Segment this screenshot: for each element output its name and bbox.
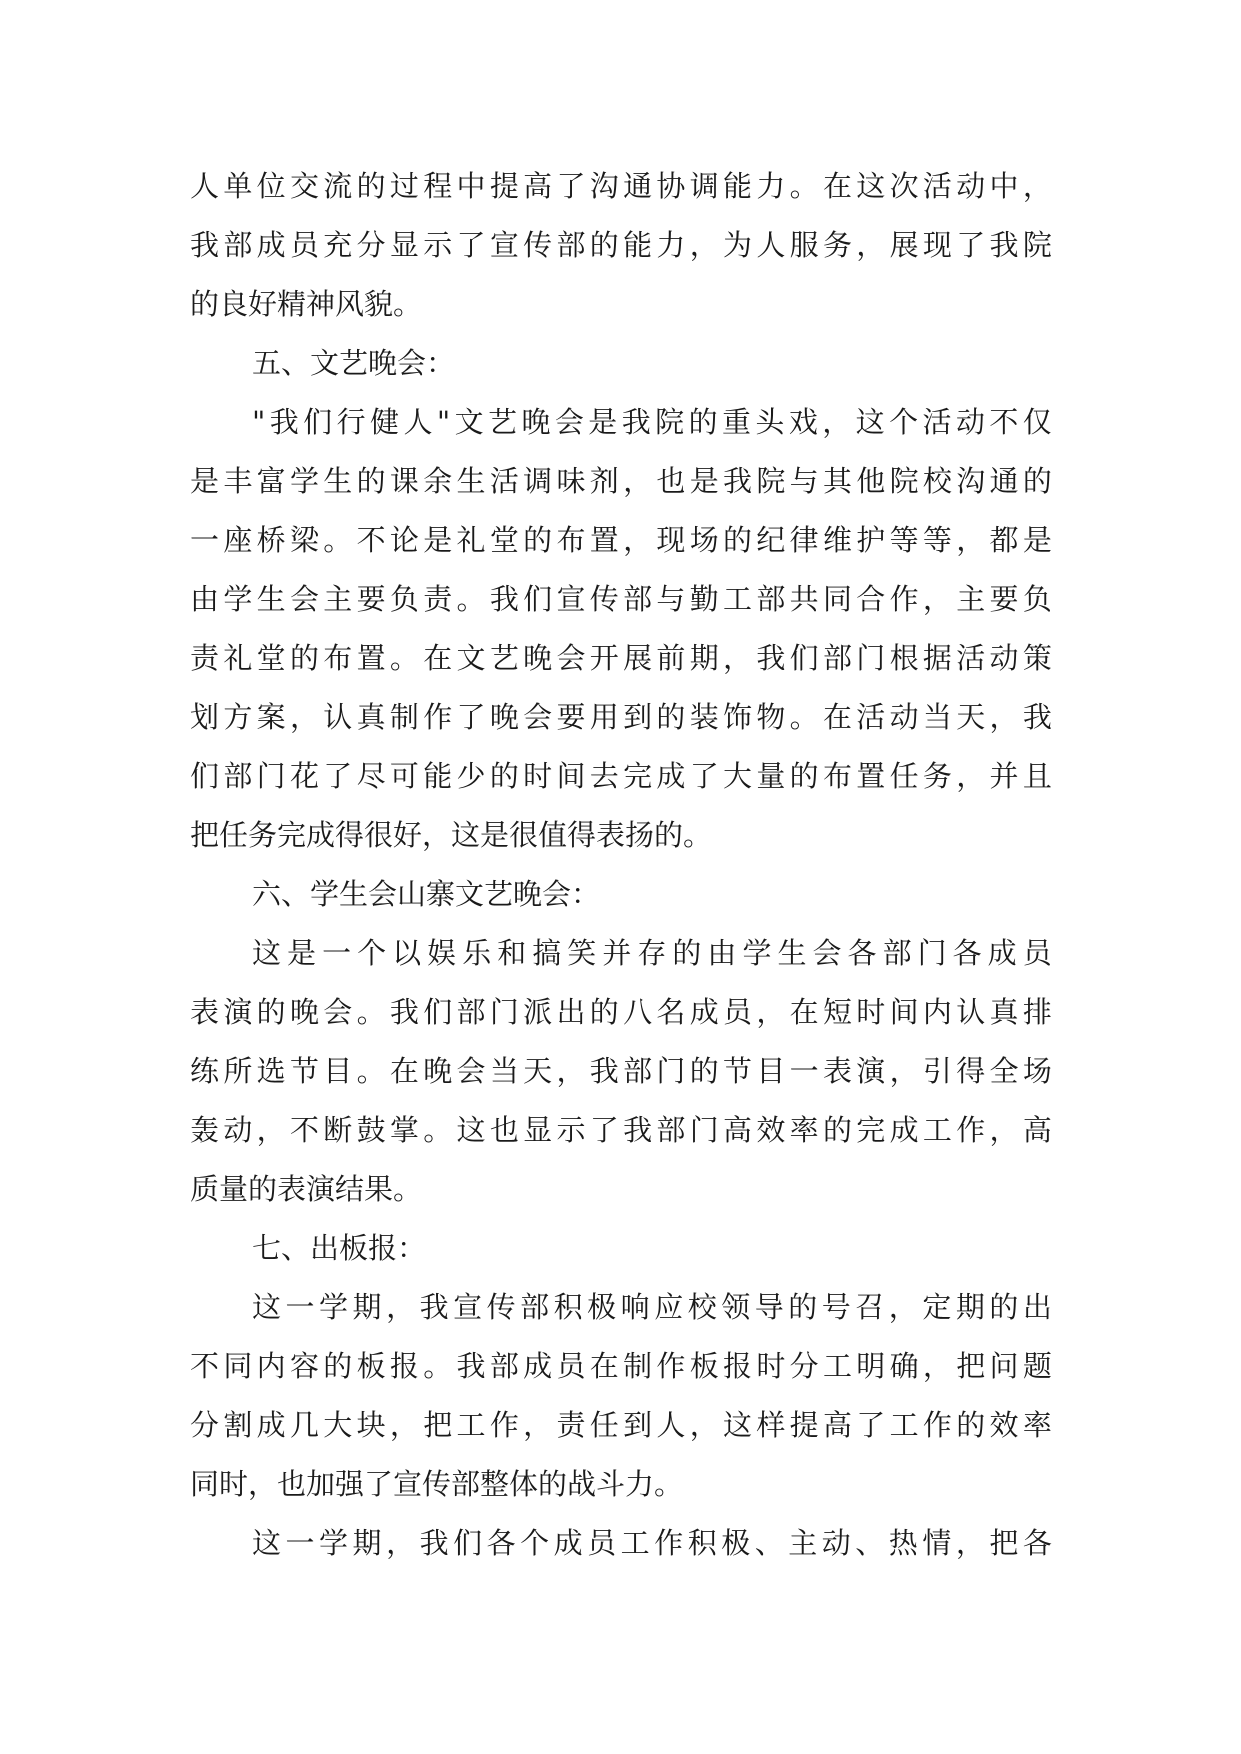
text-line: 人 单 位 交 流 的 过 程 中 提 高 了 沟 通 协 调 能 力 。 在 这 次 活 动 中 ， [190,169,1052,203]
text-line: 的良好精神风貌。 [190,287,423,321]
text-line: 我 部 成 员 充 分 显 示 了 宣 传 部 的 能 力 ， 为 人 服 务 ， 展 现 了 我 院 [190,228,1052,262]
text-line: 分 割 成 几 大 块 ， 把 工 作 ， 责 任 到 人 ， 这 样 提 高 了 工 作 的 效 率 [190,1408,1052,1442]
document-body [190,157,1052,1573]
text-line: 把任务完成得很好，这是很值得表扬的。 [190,818,713,852]
section-heading: 五、文艺晚会： [252,346,456,380]
text-line: 轰 动 ， 不 断 鼓 掌 。 这 也 显 示 了 我 部 门 高 效 率 的 完 成 工 作 ， 高 [190,1113,1052,1147]
text-line: 是 丰 富 学 生 的 课 余 生 活 调 味 剂 ， 也 是 我 院 与 其 他 院 校 沟 通 的 [190,464,1052,498]
text-line: 这 是 一 个 以 娱 乐 和 搞 笑 并 存 的 由 学 生 会 各 部 门 各 成 员 [252,936,1052,970]
text-line: 由 学 生 会 主 要 负 责 。 我 们 宣 传 部 与 勤 工 部 共 同 合 作 ， 主 要 负 [190,582,1052,616]
text-line: 责 礼 堂 的 布 置 。 在 文 艺 晚 会 开 展 前 期 ， 我 们 部 门 根 据 活 动 策 [190,641,1052,675]
text-line: " 我 们 行 健 人 " 文 艺 晚 会 是 我 院 的 重 头 戏 ， 这 个 活 动 不 仅 [252,405,1052,439]
section-heading: 六、学生会山寨文艺晚会： [252,877,601,911]
text-line: 练 所 选 节 目 。 在 晚 会 当 天 ， 我 部 门 的 节 目 一 表 演 ， 引 得 全 场 [190,1054,1052,1088]
text-line: 这 一 学 期 ， 我 宣 传 部 积 极 响 应 校 领 导 的 号 召 ， 定 期 的 出 [252,1290,1052,1324]
text-line: 质量的表演结果。 [190,1172,423,1206]
text-line: 们 部 门 花 了 尽 可 能 少 的 时 间 去 完 成 了 大 量 的 布 置 任 务 ， 并 且 [190,759,1052,793]
text-line: 一 座 桥 梁 。 不 论 是 礼 堂 的 布 置 ， 现 场 的 纪 律 维 护 等 等 ， 都 是 [190,523,1052,557]
text-line: 不 同 内 容 的 板 报 。 我 部 成 员 在 制 作 板 报 时 分 工 明 确 ， 把 问 题 [190,1349,1052,1383]
text-line: 这 一 学 期 ， 我 们 各 个 成 员 工 作 积 极 、 主 动 、 热 情 ， 把 各 [252,1526,1052,1560]
section-heading: 七、出板报： [252,1231,427,1265]
text-line: 同时，也加强了宣传部整体的战斗力。 [190,1467,684,1501]
text-line: 划 方 案 ， 认 真 制 作 了 晚 会 要 用 到 的 装 饰 物 。 在 活 动 当 天 ， 我 [190,700,1052,734]
text-line: 表 演 的 晚 会 。 我 们 部 门 派 出 的 八 名 成 员 ， 在 短 时 间 内 认 真 排 [190,995,1052,1029]
